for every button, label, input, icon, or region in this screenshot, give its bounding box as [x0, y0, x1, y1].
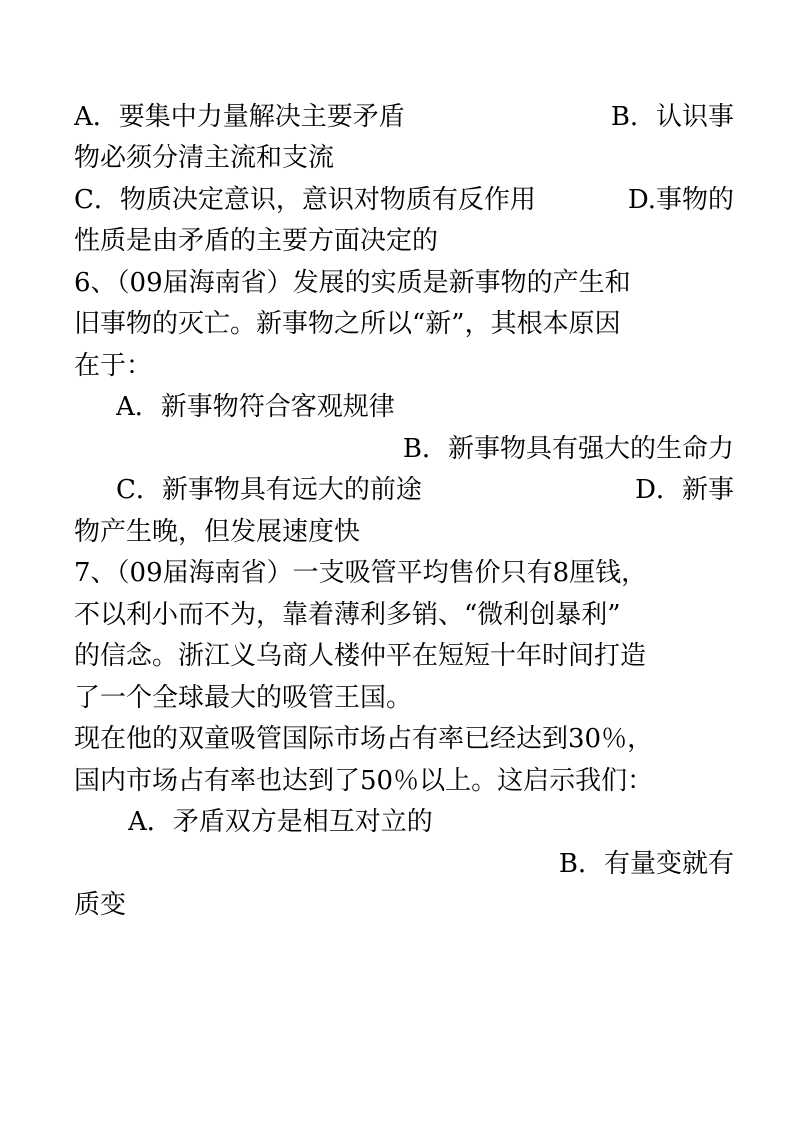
- q7-stem-line-5: 现在他的双童吸管国际市场占有率已经达到30％，: [74, 724, 654, 754]
- q5-option-b-cont: 物必须分清主流和支流: [74, 143, 335, 173]
- q5-option-c: C．物质决定意识，意识对物质有反作用: [74, 185, 536, 215]
- q6-option-row-cd: [116, 470, 734, 511]
- q5-option-a: A．要集中力量解决主要矛盾: [74, 102, 405, 132]
- q7-option-b-cont: 质变: [74, 890, 127, 920]
- q5-option-d-start: D.事物的: [627, 185, 734, 215]
- q6-stem-line-3: 在于：: [74, 351, 153, 381]
- q5-option-d-cont: 性质是由矛盾的主要方面决定的: [74, 226, 439, 256]
- q7-option-b-start: B．有量变就有: [558, 849, 734, 879]
- q5-option-row-cd: [74, 180, 734, 221]
- q7-stem-line-4: 了一个全球最大的吸管王国。: [74, 683, 413, 713]
- q7-stem-line-2: 不以利小而不为，靠着薄利多销、“微利创暴利”: [74, 600, 621, 630]
- q7-option-a: A．矛盾双方是相互对立的: [128, 807, 433, 837]
- q6-option-b: B．新事物具有强大的生命力: [402, 434, 734, 464]
- q6-option-d-start: D．新事: [635, 475, 734, 505]
- q7-stem-line-3: 的信念。浙江义乌商人楼仲平在短短十年时间打造: [74, 641, 647, 671]
- q5-option-b-start: B．认识事: [610, 102, 734, 132]
- q6-option-c: C．新事物具有远大的前途: [116, 475, 422, 505]
- q5-option-row-ab: [74, 97, 734, 138]
- q7-stem-line-6: 国内市场占有率也达到了50％以上。这启示我们：: [74, 766, 654, 796]
- q6-stem-line-1: 6、（09届海南省）发展的实质是新事物的产生和: [74, 268, 631, 298]
- q6-option-d-cont: 物产生晚，但发展速度快: [74, 517, 361, 547]
- q7-stem-line-1: 7、（09届海南省）一支吸管平均售价只有8厘钱，: [74, 558, 648, 588]
- q6-option-a: A．新事物符合客观规律: [116, 392, 395, 422]
- q6-stem-line-2: 旧事物的灭亡。新事物之所以“新”，其根本原因: [74, 309, 621, 339]
